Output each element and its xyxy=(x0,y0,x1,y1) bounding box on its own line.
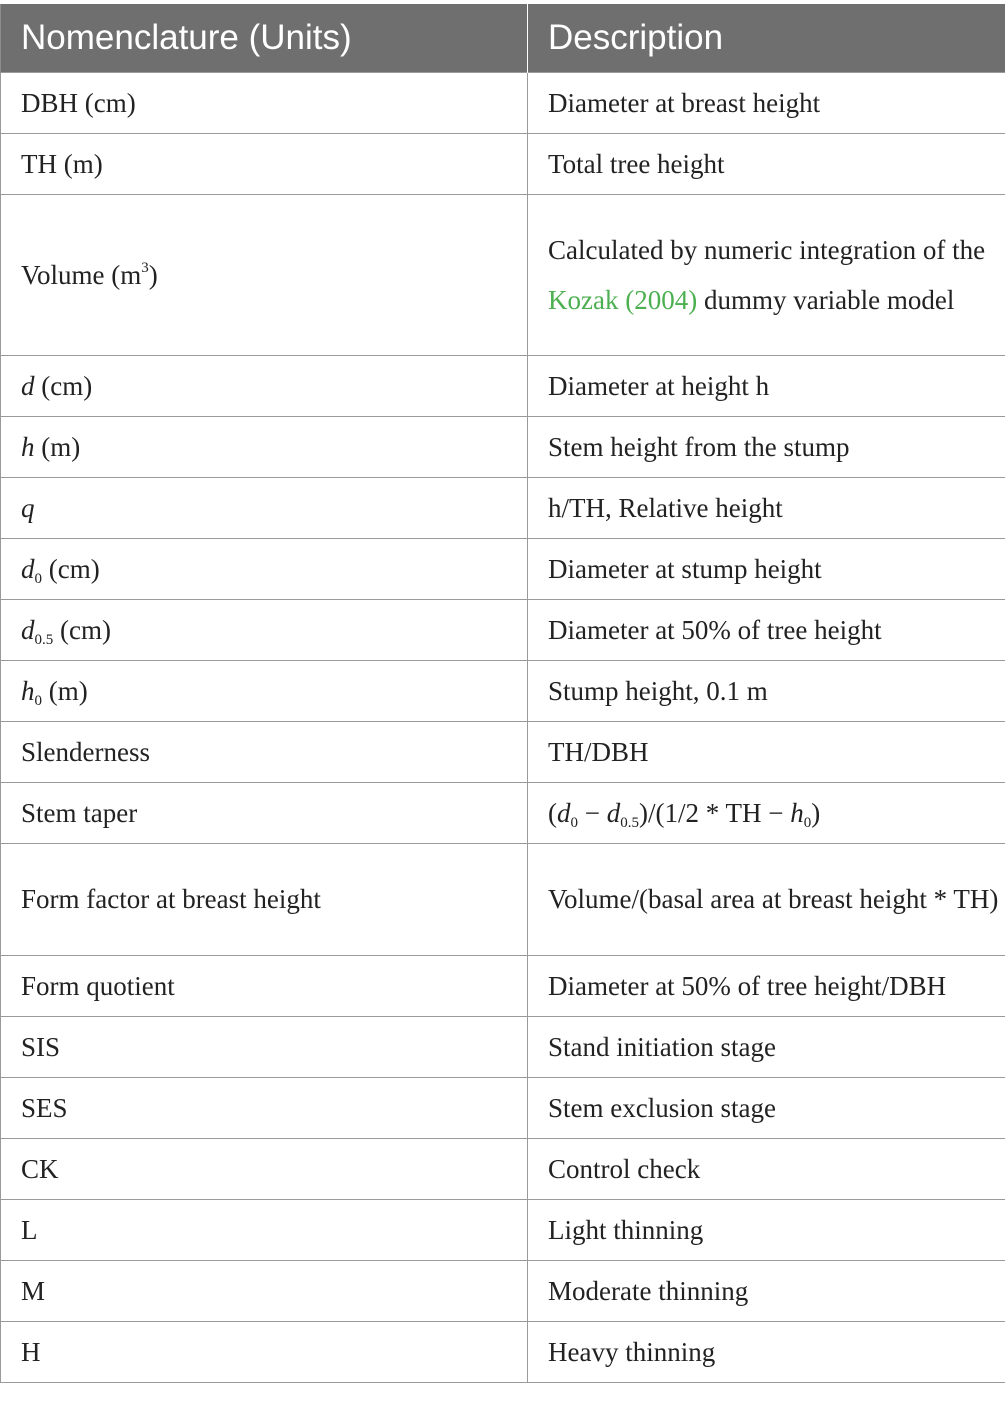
variable-symbol: d xyxy=(21,553,35,584)
header-description: Description xyxy=(528,4,1005,72)
description-cell: Stump height, 0.1 m xyxy=(528,660,1005,721)
table-row xyxy=(1,194,1005,355)
table-row xyxy=(1,843,1005,955)
unit-text: (cm) xyxy=(53,614,111,645)
nomenclature-table xyxy=(0,4,1005,1383)
variable-symbol: h xyxy=(21,431,35,462)
formula-text: ( xyxy=(548,797,557,828)
description-cell xyxy=(528,194,1005,355)
description-cell: h/TH, Relative height xyxy=(528,477,1005,538)
variable-symbol: d xyxy=(21,614,35,645)
subscript: 0.5 xyxy=(34,631,54,648)
table-row xyxy=(1,1016,1005,1077)
table-row xyxy=(1,72,1005,133)
table-row xyxy=(1,477,1005,538)
formula-text: ) xyxy=(811,797,821,828)
description-cell: Stem height from the stump xyxy=(528,416,1005,477)
subscript: 0 xyxy=(34,692,42,709)
description-cell: Total tree height xyxy=(528,133,1005,194)
variable-symbol: d xyxy=(606,797,621,828)
variable-symbol: h xyxy=(790,797,804,828)
nomenclature-cell xyxy=(1,477,528,538)
table-row xyxy=(1,955,1005,1016)
unit-superscript: 3 xyxy=(141,259,149,276)
nomenclature-cell xyxy=(1,660,528,721)
nomenclature-cell: L xyxy=(1,1199,528,1260)
formula-text: )/(1/2 * TH − xyxy=(638,797,791,828)
nomenclature-cell: Form factor at breast height xyxy=(1,843,528,955)
table-row xyxy=(1,599,1005,660)
citation-link[interactable]: Kozak (2004) xyxy=(548,284,698,315)
description-cell: Diameter at breast height xyxy=(528,72,1005,133)
description-cell: Stand initiation stage xyxy=(528,1016,1005,1077)
description-cell: Heavy thinning xyxy=(528,1321,1005,1382)
header-row xyxy=(1,4,1005,72)
description-cell: Light thinning xyxy=(528,1199,1005,1260)
nomenclature-cell xyxy=(1,538,528,599)
term-text: ) xyxy=(148,259,158,290)
description-cell: Diameter at 50% of tree height xyxy=(528,599,1005,660)
subscript: 0 xyxy=(570,814,578,831)
description-cell: Volume/(basal area at breast height * TH) xyxy=(528,843,1005,955)
description-text: dummy variable model xyxy=(697,284,955,315)
nomenclature-cell: SIS xyxy=(1,1016,528,1077)
table-row xyxy=(1,1260,1005,1321)
nomenclature-cell: Slenderness xyxy=(1,721,528,782)
table-row xyxy=(1,1321,1005,1382)
table-row xyxy=(1,355,1005,416)
subscript: 0 xyxy=(803,814,812,831)
nomenclature-cell xyxy=(1,194,528,355)
table-row xyxy=(1,416,1005,477)
variable-symbol: d xyxy=(557,797,571,828)
nomenclature-cell xyxy=(1,416,528,477)
table-row xyxy=(1,538,1005,599)
unit-text: (cm) xyxy=(42,553,100,584)
description-text: Calculated by numeric integration of the xyxy=(548,234,986,265)
unit-text: (m) xyxy=(34,431,81,462)
variable-symbol: d xyxy=(21,370,35,401)
unit-text: (m) xyxy=(42,675,88,706)
table-row xyxy=(1,1199,1005,1260)
table-row xyxy=(1,782,1005,843)
table-row xyxy=(1,660,1005,721)
nomenclature-cell: Stem taper xyxy=(1,782,528,843)
unit-text: (cm) xyxy=(34,370,93,401)
nomenclature-cell: H xyxy=(1,1321,528,1382)
table-row xyxy=(1,133,1005,194)
description-cell: Diameter at stump height xyxy=(528,538,1005,599)
description-cell xyxy=(528,782,1005,843)
nomenclature-cell xyxy=(1,599,528,660)
nomenclature-cell xyxy=(1,355,528,416)
nomenclature-cell: SES xyxy=(1,1077,528,1138)
table-row xyxy=(1,1138,1005,1199)
table-row xyxy=(1,721,1005,782)
nomenclature-cell: DBH (cm) xyxy=(1,72,528,133)
term-text: Volume (m xyxy=(21,259,142,290)
header-nomenclature: Nomenclature (Units) xyxy=(1,4,528,72)
description-cell: Moderate thinning xyxy=(528,1260,1005,1321)
nomenclature-cell: CK xyxy=(1,1138,528,1199)
table-row xyxy=(1,1077,1005,1138)
subscript: 0.5 xyxy=(620,814,639,831)
formula-text: − xyxy=(578,797,607,828)
description-cell: Diameter at 50% of tree height/DBH xyxy=(528,955,1005,1016)
description-cell: Diameter at height h xyxy=(528,355,1005,416)
variable-symbol: h xyxy=(21,675,35,706)
variable-symbol: q xyxy=(21,492,35,523)
description-cell: Control check xyxy=(528,1138,1005,1199)
description-cell: TH/DBH xyxy=(528,721,1005,782)
subscript: 0 xyxy=(34,570,42,587)
nomenclature-cell: M xyxy=(1,1260,528,1321)
description-cell: Stem exclusion stage xyxy=(528,1077,1005,1138)
nomenclature-cell: TH (m) xyxy=(1,133,528,194)
nomenclature-cell: Form quotient xyxy=(1,955,528,1016)
